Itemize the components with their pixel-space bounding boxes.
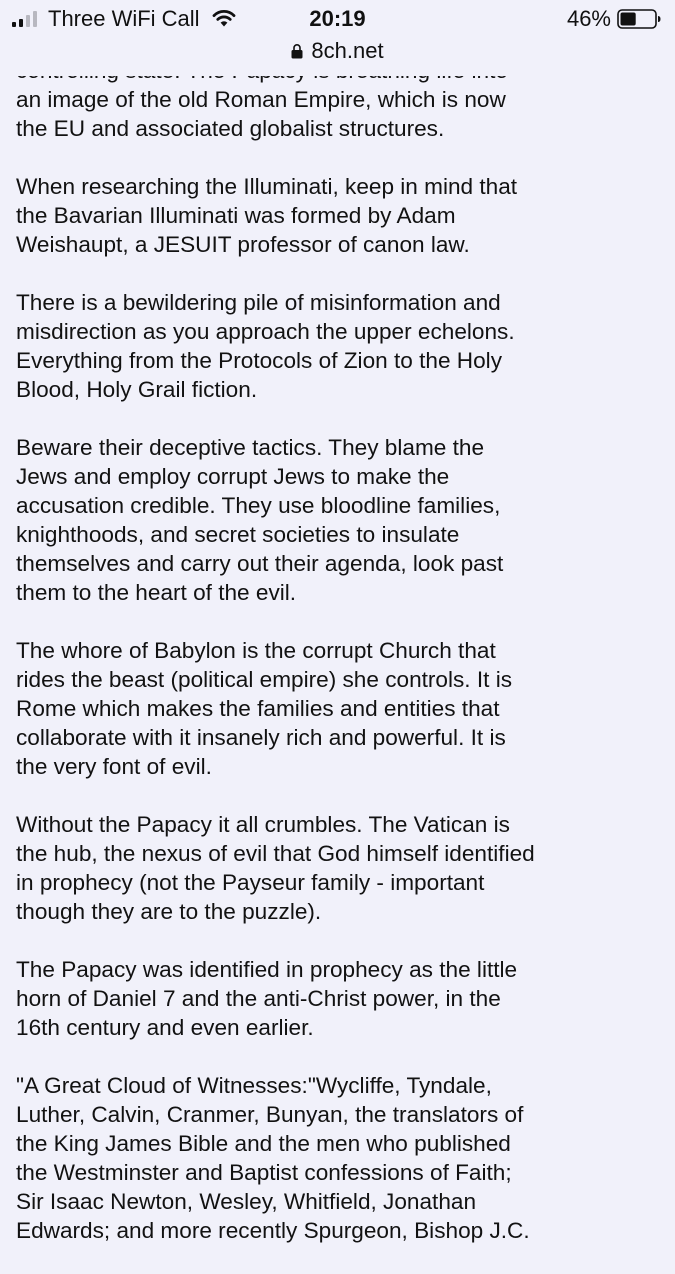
post-line: the Bavarian Illuminati was formed by Adam xyxy=(16,203,456,228)
post-line: the very font of evil. xyxy=(16,754,212,779)
post-line: Everything from the Protocols of Zion to the Holy xyxy=(16,348,502,373)
post-body xyxy=(16,56,616,1274)
post-paragraph xyxy=(16,955,616,1042)
post-line: in prophecy (not the Payseur family - important xyxy=(16,870,485,895)
post-paragraph xyxy=(16,288,616,404)
post-line: Sir Isaac Newton, Wesley, Whitfield, Jonathan xyxy=(16,1189,477,1214)
post-line: Beware their deceptive tactics. They blame the xyxy=(16,435,485,460)
post-line: The whore of Babylon is the corrupt Church that xyxy=(16,638,496,663)
post-line: though they are to the puzzle). xyxy=(16,899,322,924)
post-line: an image of the old Roman Empire, which is now xyxy=(16,87,506,112)
post-line: Weishaupt, a JESUIT professor of canon law. xyxy=(16,232,470,257)
page-url: 8ch.net xyxy=(311,38,384,63)
post-line: Edwards; and more recently Spurgeon, Bishop J.C. xyxy=(16,1218,530,1243)
post-line: When researching the Illuminati, keep in mind that xyxy=(16,174,518,199)
post-paragraph xyxy=(16,810,616,926)
post-line: knighthoods, and secret societies to insulate xyxy=(16,522,460,547)
post-line: them to the heart of the evil. xyxy=(16,580,297,605)
post-line: horn of Daniel 7 and the anti-Christ power, in the xyxy=(16,986,501,1011)
battery-icon xyxy=(617,9,661,29)
post-line: the EU and associated globalist structures. xyxy=(16,116,445,141)
post-line: the King James Bible and the men who published xyxy=(16,1131,511,1156)
post-paragraph xyxy=(16,636,616,781)
status-time: 20:19 xyxy=(309,6,366,31)
post-line: 16th century and even earlier. xyxy=(16,1015,314,1040)
browser-chrome xyxy=(0,0,675,76)
post-line: Jews and employ corrupt Jews to make the xyxy=(16,464,450,489)
post-line: There is a bewildering pile of misinformation and xyxy=(16,290,501,315)
carrier-name: Three WiFi Call xyxy=(48,6,200,31)
lock-icon xyxy=(291,43,303,59)
post-line: the hub, the nexus of evil that God himself identified xyxy=(16,841,535,866)
post-line: Rome which makes the families and entities that xyxy=(16,696,500,721)
address-bar[interactable] xyxy=(0,36,675,66)
post-line: The Papacy was identified in prophecy as the little xyxy=(16,957,518,982)
post-line: the Westminster and Baptist confessions of Faith; xyxy=(16,1160,512,1185)
post-line: Blood, Holy Grail fiction. xyxy=(16,377,258,402)
post-paragraph xyxy=(16,172,616,259)
post-line: rides the beast (political empire) she controls. It is xyxy=(16,667,513,692)
status-bar xyxy=(0,0,675,38)
post-line: misdirection as you approach the upper echelons. xyxy=(16,319,515,344)
battery-percent: 46% xyxy=(566,6,611,31)
post-line: themselves and carry out their agenda, look past xyxy=(16,551,504,576)
post-line: Without the Papacy it all crumbles. The Vatican is xyxy=(16,812,510,837)
post-line: Luther, Calvin, Cranmer, Bunyan, the translators of xyxy=(16,1102,524,1127)
post-line: accusation credible. They use bloodline families, xyxy=(16,493,501,518)
post-paragraph xyxy=(16,1071,616,1245)
post-paragraph xyxy=(16,433,616,607)
post-line: collaborate with it insanely rich and powerful. It is xyxy=(16,725,506,750)
post-line: "A Great Cloud of Witnesses:"Wycliffe, Tyndale, xyxy=(16,1073,492,1098)
